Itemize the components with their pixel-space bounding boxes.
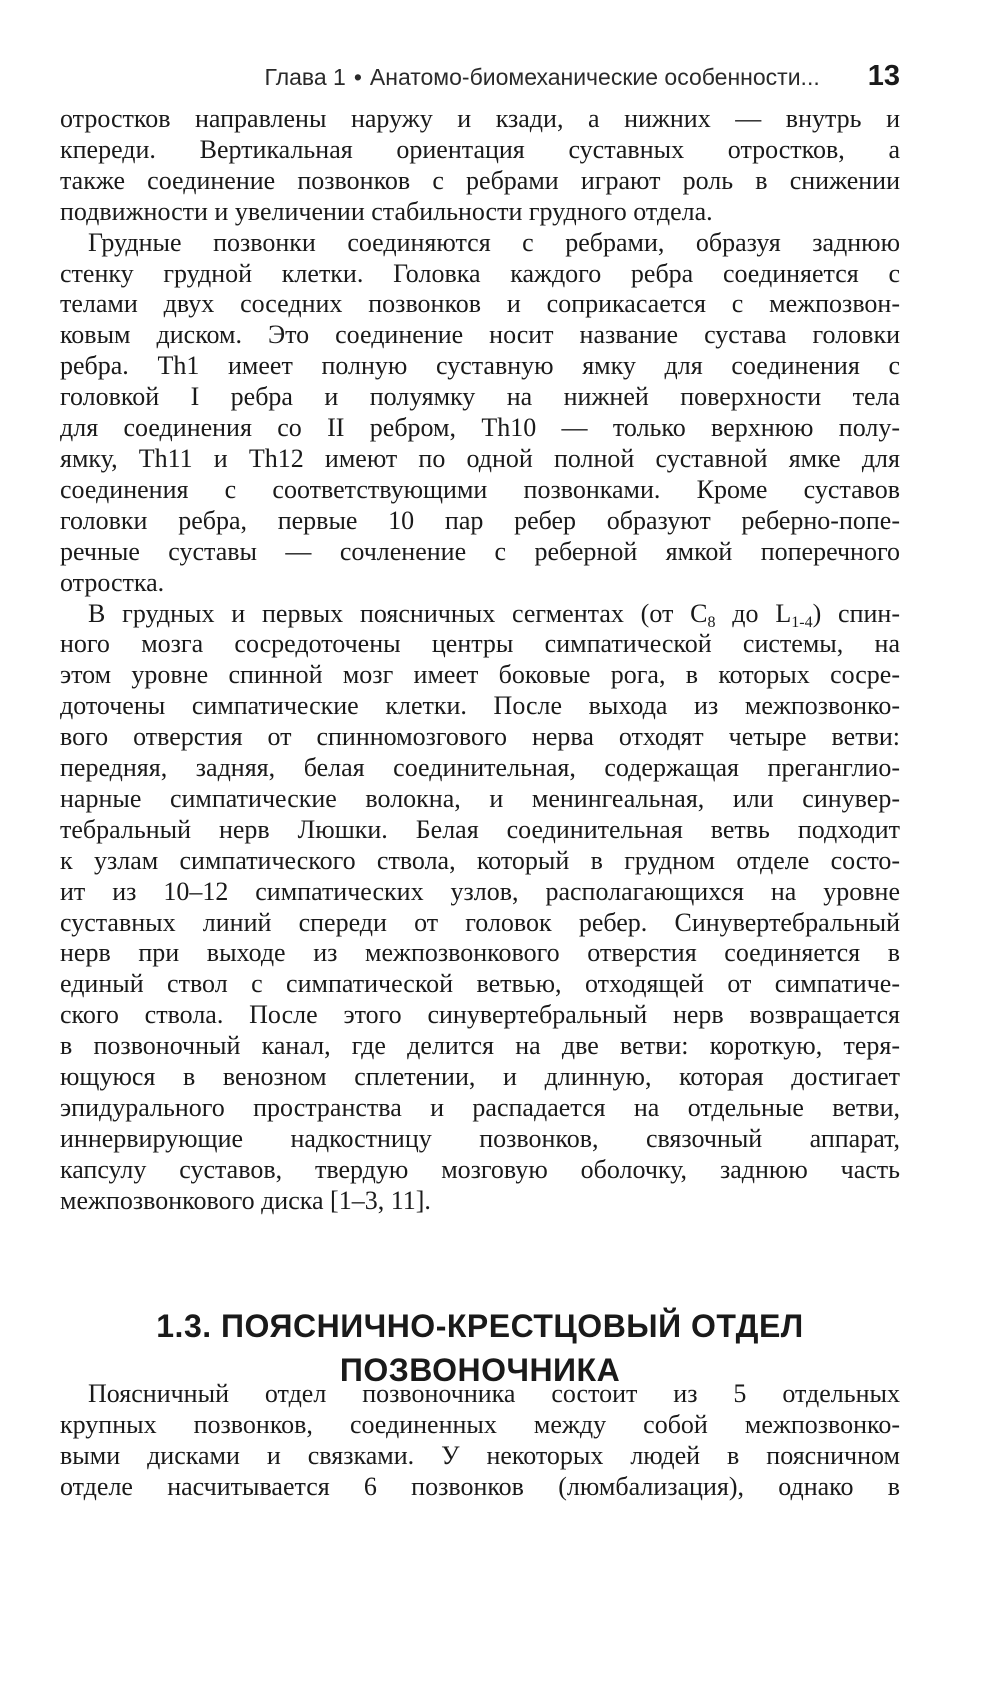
text-line: доточены симпатические клетки. После выхода из межпозвонко- — [60, 691, 900, 721]
text-line: вого отверстия от спинномозгового нерва отходят четыре ветви: — [60, 722, 900, 752]
text-line: речные суставы — сочленение с реберной ямкой поперечного — [60, 536, 900, 566]
text-line: в позвоночный канал, где делится на две ветви: короткую, теря- — [60, 1031, 900, 1061]
running-head-text — [265, 64, 820, 91]
paragraph-continuation — [60, 104, 900, 228]
subscript: 8 — [707, 613, 716, 631]
bullet-separator: • — [353, 64, 362, 90]
text-line: отростков направлены наружу и кзади, а нижних — внутрь и — [60, 104, 900, 133]
text-line: тебральный нерв Люшки. Белая соединительная ветвь подходит — [60, 814, 900, 844]
text-line: телами двух соседних позвонков и соприкасается с межпозвон- — [60, 289, 900, 319]
text-line: межпозвонкового диска [1–3, 11]. — [60, 1185, 431, 1215]
text-line: нерв при выходе из межпозвонкового отверстия соединяется в — [60, 938, 900, 968]
text-line: эпидурального пространства и распадается на отдельные ветви, — [60, 1093, 900, 1122]
text-line: для соединения со II ребром, Th10 — только верхнюю полу- — [60, 413, 901, 443]
text-line: головки ребра, первые 10 пар ребер образуют реберно-попе- — [60, 505, 900, 535]
text-line: кпереди. Вертикальная ориентация суставных отростков, а — [60, 134, 900, 164]
section-heading-line: ПОЗВОНОЧНИКА — [339, 1351, 621, 1388]
text-line: также соединение позвонков с ребрами играют роль в снижении — [60, 165, 900, 195]
text-fragment: ) спин- — [812, 598, 900, 628]
text-line: капсулу суставов, твердую мозговую оболочку, заднюю часть — [60, 1154, 900, 1184]
text-line: суставных линий спереди от головок ребер. Синувертебральный — [60, 907, 900, 937]
text-line: ского ствола. После этого синувертебральный нерв возвращается — [60, 1000, 900, 1030]
text-line: ковым диском. Это соединение носит название сустава головки — [60, 320, 900, 350]
text-line: ямку, Th11 и Th12 имеют по одной полной суставной ямке для — [60, 443, 900, 473]
text-line: подвижности и увеличении стабильности грудного отдела. — [60, 196, 713, 226]
text-line-with-subscripts — [60, 599, 900, 630]
paragraph-sympathetic-system — [60, 599, 900, 1217]
text-line: крупных позвонков, соединенных между собой межпозвонко- — [60, 1409, 900, 1439]
text-line: Грудные позвонки соединяются с ребрами, образуя заднюю — [88, 227, 900, 257]
subscript: 1-4 — [791, 613, 813, 631]
text-line: к узлам симпатического ствола, который в грудном отделе состо- — [60, 845, 900, 875]
paragraph-thoracic-ribs — [60, 228, 900, 599]
section-heading-line: 1.3. ПОЯСНИЧНО-КРЕСТЦОВЫЙ ОТДЕЛ — [156, 1307, 804, 1344]
page-number: 13 — [867, 60, 900, 92]
text-line: отделе насчитывается 6 позвонков (люмбализация), однако в — [60, 1471, 900, 1501]
running-head — [60, 60, 900, 93]
text-line: головкой I ребра и полуямку на нижней поверхности тела — [60, 382, 900, 412]
section-body-text — [60, 1379, 900, 1503]
text-line: этом уровне спинной мозг имеет боковые рога, в которых сосре- — [60, 660, 900, 690]
text-line: ющуюся в венозном сплетении, и длинную, которая достигает — [60, 1062, 900, 1092]
text-line: иннервирующие надкостницу позвонков, связочный аппарат, — [60, 1123, 900, 1153]
text-line: передняя, задняя, белая соединительная, содержащая преганглио- — [60, 753, 900, 783]
chapter-title: Анатомо-биомеханические особенности... — [369, 64, 820, 90]
text-line: отростка. — [60, 567, 165, 597]
text-line: ребра. Th1 имеет полную суставную ямку для соединения с — [60, 351, 900, 381]
text-line: ит из 10–12 симпатических узлов, располагающихся на уровне — [60, 876, 900, 906]
text-line: единый ствол с симпатической ветвью, отходящей от симпатиче- — [60, 969, 900, 999]
text-line: выми дисками и связками. У некоторых людей в поясничном — [60, 1440, 900, 1470]
text-line: соединения с соответствующими позвонками. Кроме суставов — [60, 474, 900, 504]
body-text — [60, 104, 900, 1217]
text-line: стенку грудной клетки. Головка каждого ребра соединяется с — [60, 258, 900, 288]
text-fragment: В грудных и первых поясничных сегментах (от C — [88, 598, 708, 628]
paragraph-lumbar-spine — [60, 1379, 900, 1503]
text-line: нарные симпатические волокна, и менингеальная, или синувер- — [60, 783, 900, 813]
text-line: Поясничный отдел позвоночника состоит из 5 отдельных — [88, 1379, 900, 1408]
chapter-label: Глава 1 — [264, 64, 346, 90]
text-line: ного мозга сосредоточены центры симпатической системы, на — [60, 629, 900, 659]
text-fragment: до L — [715, 598, 792, 628]
